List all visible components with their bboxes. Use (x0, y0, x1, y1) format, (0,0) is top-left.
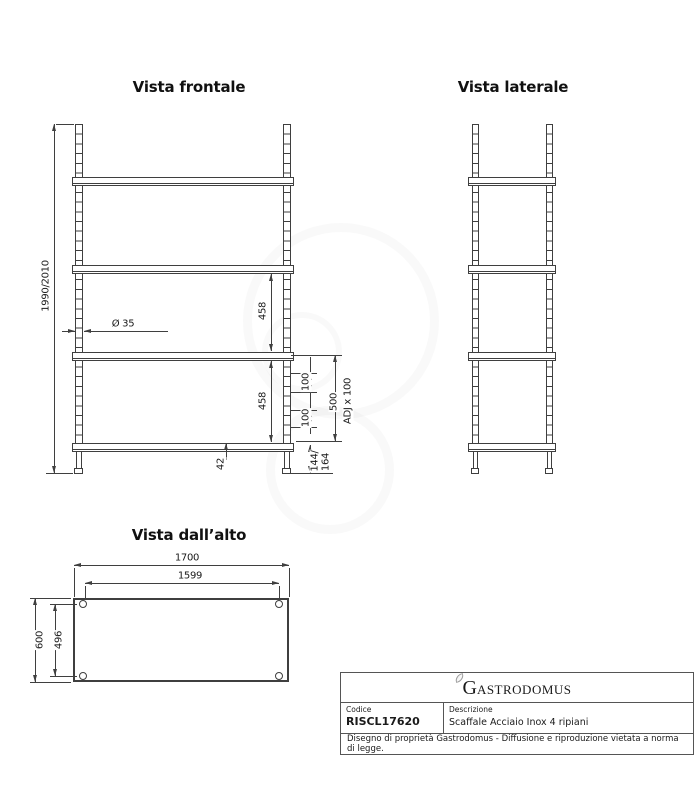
extension-line (50, 676, 77, 677)
title-block-fields (341, 703, 693, 734)
legal-note: Disegno di proprietà Gastrodomus - Diffusione e riproduzione vietata a norma di legge. (347, 734, 679, 754)
dim-arrow (84, 329, 91, 333)
logo-initial: G (462, 676, 477, 699)
logo-mark (462, 678, 571, 698)
dim-arrow (282, 563, 289, 567)
upright-post (283, 124, 291, 452)
extension-line (74, 568, 75, 597)
dim-arrow (68, 329, 75, 333)
dim-arrow (269, 435, 273, 442)
dim-arrow (269, 274, 273, 281)
shelf (468, 443, 556, 452)
post-hole (275, 672, 283, 680)
upright-post (546, 124, 553, 452)
dim-overall-width: 1700 (174, 552, 200, 564)
dimension-line (271, 361, 272, 442)
dim-shelf-gap-lower: 458 (257, 391, 269, 411)
shelf (468, 265, 556, 274)
dimension-line (54, 124, 55, 473)
dim-arrow (224, 443, 228, 450)
extension-line (296, 441, 342, 442)
extension-line (291, 392, 317, 393)
dim-overall-height: 1990/2010 (40, 260, 52, 312)
dim-arrow (272, 581, 279, 585)
dim-arrow (52, 124, 56, 131)
dim-arrow (269, 344, 273, 351)
logo-text: ASTRODOMUS (476, 681, 572, 697)
shelf (468, 352, 556, 361)
dim-post-span-y: 496 (53, 630, 65, 650)
extension-line (290, 473, 333, 474)
extension-line (85, 586, 86, 599)
upright-post (75, 124, 83, 452)
dim-shelf-gap-upper: 458 (257, 301, 269, 321)
dim-post-span-x: 1599 (177, 570, 203, 582)
dim-arrow (269, 361, 273, 368)
dim-arrow (33, 675, 37, 682)
front-view-title: Vista frontale (132, 78, 246, 96)
description-value: Scaffale Acciaio Inox 4 ripiani (449, 717, 589, 728)
dim-shelf-drop: 42 (215, 457, 227, 471)
dim-slot-pitch-1: 100 (300, 372, 312, 392)
dim-shelf-pitch: 500 (328, 392, 340, 412)
dim-foot-height-min: 144/ (309, 450, 321, 472)
leader-line (84, 331, 168, 332)
dim-overall-depth: 600 (34, 630, 46, 650)
leg (547, 452, 552, 468)
code-cell (341, 703, 444, 733)
shelf-outline (73, 598, 289, 682)
code-value: RISCL17620 (346, 715, 420, 728)
dim-slot-pitch-2: 100 (300, 408, 312, 428)
extension-line (30, 682, 71, 683)
dim-arrow (333, 355, 337, 362)
extension-line (279, 586, 280, 599)
extension-line (46, 473, 73, 474)
dimension-line (271, 274, 272, 351)
dim-arrow (74, 563, 81, 567)
dim-arrow (53, 669, 57, 676)
adjustable-foot (471, 468, 479, 474)
upright-post (472, 124, 479, 452)
dim-post-diameter: Ø 35 (111, 318, 135, 330)
dimension-line (85, 583, 279, 584)
description-cell (444, 703, 693, 733)
shelf (72, 177, 294, 186)
brand-logo (341, 673, 693, 703)
dim-arrow (53, 604, 57, 611)
dim-adjustable-note: ADJ x 100 (342, 377, 354, 425)
post-hole (275, 600, 283, 608)
shelf (72, 265, 294, 274)
shelf (72, 352, 294, 361)
watermark-circle (243, 223, 439, 419)
extension-line (56, 124, 74, 125)
extension-line (289, 568, 290, 597)
dim-arrow (33, 598, 37, 605)
top-view-title: Vista dall’alto (131, 526, 247, 544)
dim-arrow (333, 434, 337, 441)
adjustable-foot (545, 468, 553, 474)
shelf (468, 177, 556, 186)
dimension-line (74, 565, 289, 566)
leg (76, 452, 82, 468)
description-label: Descrizione (449, 705, 493, 714)
shelf (72, 443, 294, 452)
leg (473, 452, 478, 468)
dim-foot-height-max: 164 (320, 452, 332, 472)
leg (284, 452, 290, 468)
post-hole (79, 672, 87, 680)
code-label: Codice (346, 705, 372, 714)
post-hole (79, 600, 87, 608)
adjustable-foot (74, 468, 83, 474)
side-view-title: Vista laterale (457, 78, 569, 96)
title-block (340, 672, 694, 755)
dim-arrow (52, 466, 56, 473)
dim-arrow (85, 581, 92, 585)
